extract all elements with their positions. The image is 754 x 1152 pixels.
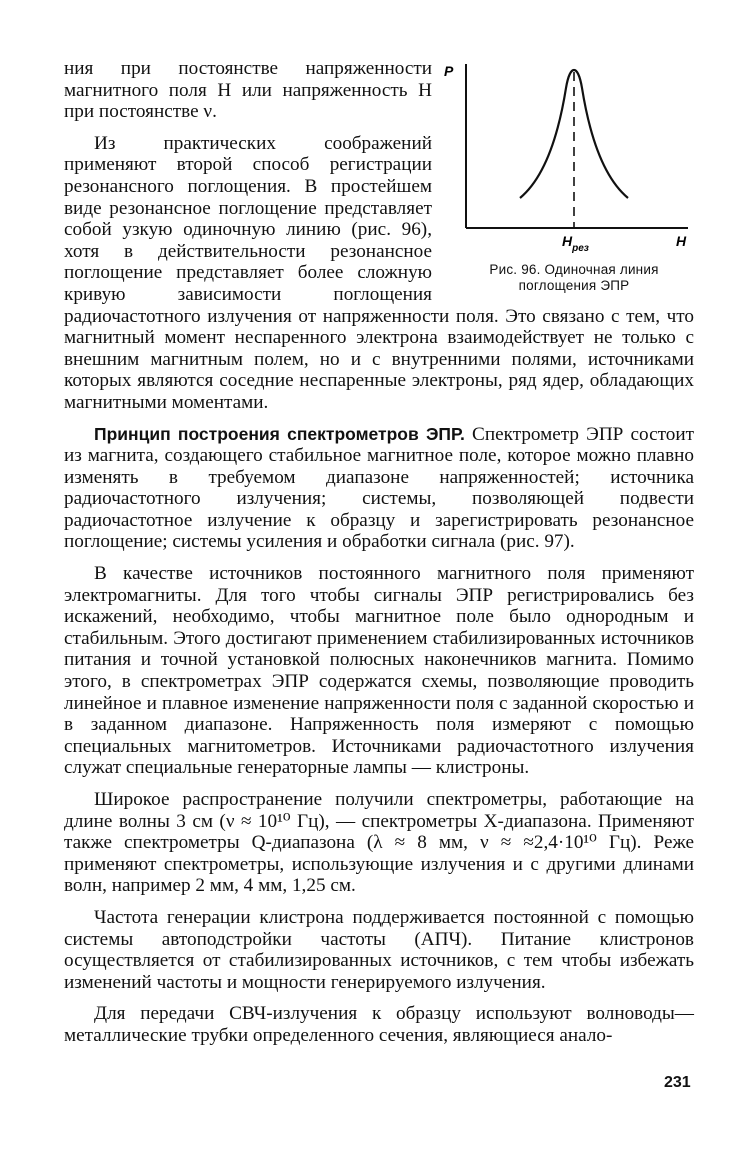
peak-label: $H_{рез}$: [562, 233, 589, 254]
paragraph-4: В качестве источников постоянного магнитного поля применяют электромагниты. Для того чтобы сигналы ЭПР регистрировались без искажений, необходимо, чтобы магнитное поле было однородным и стабильным. Этого достигают применением стабилизированных источников питания и точной установкой полюсных наконечников магнита. Помимо этого, в спектрометрах ЭПР содержатся схемы, позволяющие проводить линейное и плавное изменение напряженности поля с заданной скоростью и в заданном диапазоне. Напряженность поля измеряют с помощью специальных магнитометров. Источниками радиочастотного излучения служат специальные генераторные лампы — клистроны.: [64, 563, 694, 779]
x-axis-label: H: [676, 233, 687, 249]
caption-line-2: поглощения ЭПР: [518, 278, 630, 293]
paragraph-5: Широкое распространение получили спектрометры, работающие на длине волны 3 см (ν ≈ 10¹⁰ Гц), — спектрометры X-диапазона. Применяют также спектрометры Q-диапазона (λ ≈ 8 мм, ν ≈ ≈2,4·10¹⁰ Гц). Реже применяют спектрометры, использующие излучения и с другими длинами волн, например 2 мм, 4 мм, 1,25 см.: [64, 789, 694, 897]
paragraph-3-text: Спектрометр ЭПР состоит из магнита, создающего стабильное магнитное поле, которое можно плавно изменять в требуемом диапазоне напряженностей; источника радиочастотного излучения; системы, позволяющей подвести радиочастотное излучение к образцу и зарегистрировать резонансное поглощение; системы усиления и обработки сигнала (рис. 97).: [64, 423, 694, 553]
figure-caption: [454, 262, 694, 294]
paragraph-7: Для передачи СВЧ-излучения к образцу используют волноводы— металлические трубки определенного сечения, являющиеся анало-: [64, 1003, 694, 1046]
y-axis-label: P: [444, 63, 454, 79]
figure-96: [444, 58, 694, 298]
paragraph-2: Из практических соображений применяют второй способ регистрации резонансного поглощения. В простейшем виде резонансное поглощение представляет собой узкую одиночную линию (рис. 96), хотя в действительности резонансное поглощение представляет более сложную кривую зависимости поглощения радиочастотного излучения от напряженности поля. Это связано с тем, что магнитный момент неспаренного электрона взаимодействует не только с внешним магнитным полем, но и с внутренними полями, источниками которых являются соседние неспаренные электроны, ряд ядер, обладающих магнитными моментами.: [64, 132, 694, 413]
section-heading: Принцип построения спектрометров ЭПР.: [94, 423, 465, 444]
page-number: 231: [664, 1074, 691, 1091]
paragraph-6: Частота генерации клистрона поддерживается постоянной с помощью системы автоподстройки частоты (АПЧ). Питание клистронов осуществляется от стабилизированных источников, с тем чтобы избежать изменений частоты и мощности генерируемого излучения.: [64, 906, 694, 993]
absorption-line-plot: [444, 58, 694, 258]
paragraph-1: ния при постоянстве напряженности магнитного поля H или напряженность H при постоянстве ν.: [64, 58, 432, 123]
page-body: [64, 58, 694, 1047]
caption-line-1: Рис. 96. Одиночная линия: [489, 262, 659, 277]
paragraph-3: [64, 424, 694, 554]
